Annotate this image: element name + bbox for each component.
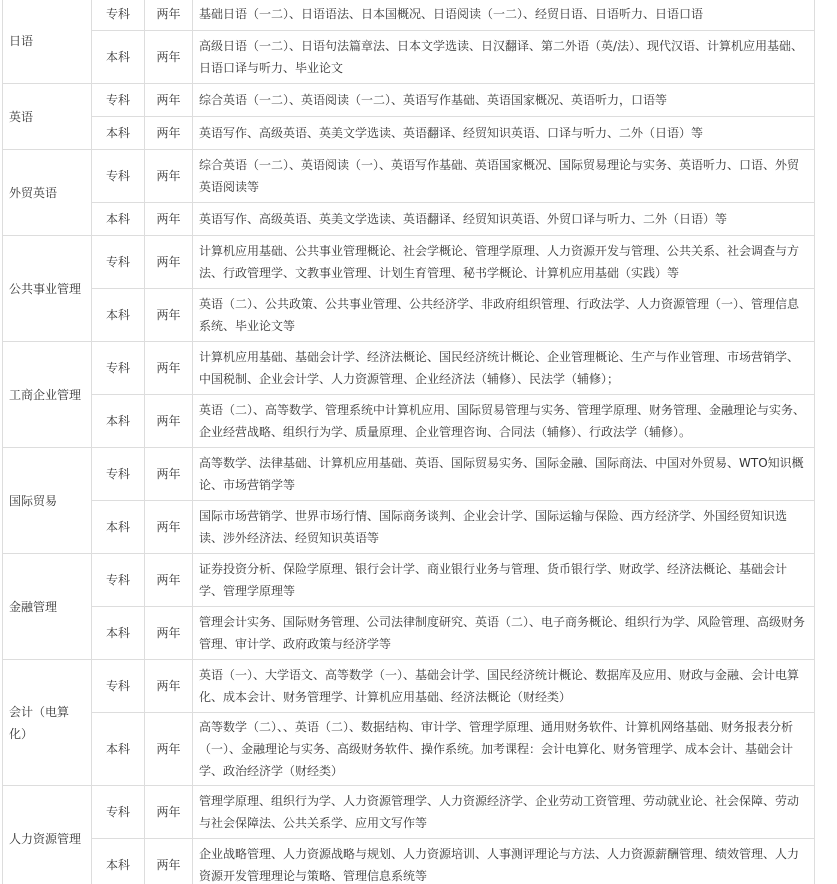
years-cell: 两年	[145, 395, 193, 448]
table-row	[3, 395, 815, 448]
major-name: 会计（电算化）	[3, 660, 92, 786]
table-row	[3, 236, 815, 289]
level-cell: 本科	[92, 713, 145, 786]
level-cell: 本科	[92, 839, 145, 884]
years-cell: 两年	[145, 786, 193, 839]
table-row	[3, 713, 815, 786]
table-row	[3, 554, 815, 607]
years-cell: 两年	[145, 84, 193, 117]
major-name: 人力资源管理	[3, 786, 92, 884]
level-cell: 专科	[92, 554, 145, 607]
major-name: 日语	[3, 0, 92, 84]
years-cell: 两年	[145, 150, 193, 203]
years-cell: 两年	[145, 342, 193, 395]
table-body	[3, 0, 815, 884]
courses-cell: 管理会计实务、国际财务管理、公司法律制度研究、英语（二）、电子商务概论、组织行为学、风险管理、高级财务管理、审计学、政府政策与经济学等	[193, 607, 815, 660]
years-cell: 两年	[145, 0, 193, 31]
table-row	[3, 203, 815, 236]
table-row	[3, 660, 815, 713]
level-cell: 专科	[92, 84, 145, 117]
years-cell: 两年	[145, 607, 193, 660]
years-cell: 两年	[145, 839, 193, 884]
courses-cell: 高级日语（一二）、日语句法篇章法、日本文学选读、日汉翻译、第二外语（英/法）、现代汉语、计算机应用基础、日语口译与听力、毕业论文	[193, 31, 815, 84]
courses-cell: 英语（二）、高等数学、管理系统中计算机应用、国际贸易管理与实务、管理学原理、财务管理、金融理论与实务、企业经营战略、组织行为学、质量原理、企业管理咨询、合同法（辅修）、行政法学（辅修）。	[193, 395, 815, 448]
level-cell: 专科	[92, 448, 145, 501]
major-name: 金融管理	[3, 554, 92, 660]
courses-cell: 英语（一）、大学语文、高等数学（一）、基础会计学、国民经济统计概论、数据库及应用、财政与金融、会计电算化、成本会计、财务管理学、计算机应用基础、经济法概论（财经类）	[193, 660, 815, 713]
table-row	[3, 448, 815, 501]
level-cell: 本科	[92, 395, 145, 448]
major-name: 国际贸易	[3, 448, 92, 554]
level-cell: 本科	[92, 607, 145, 660]
table-row	[3, 84, 815, 117]
level-cell: 专科	[92, 150, 145, 203]
major-course-table	[2, 0, 815, 884]
years-cell: 两年	[145, 501, 193, 554]
courses-cell: 国际市场营销学、世界市场行情、国际商务谈判、企业会计学、国际运输与保险、西方经济学、外国经贸知识选读、涉外经济法、经贸知识英语等	[193, 501, 815, 554]
level-cell: 本科	[92, 117, 145, 150]
courses-cell: 基础日语（一二）、日语语法、日本国概况、日语阅读（一二）、经贸日语、日语听力、日语口语	[193, 0, 815, 31]
years-cell: 两年	[145, 31, 193, 84]
courses-cell: 计算机应用基础、基础会计学、经济法概论、国民经济统计概论、企业管理概论、生产与作业管理、市场营销学、中国税制、企业会计学、人力资源管理、企业经济法（辅修）、民法学（辅修）；	[193, 342, 815, 395]
table-row	[3, 786, 815, 839]
courses-cell: 综合英语（一二）、英语阅读（一二）、英语写作基础、英语国家概况、英语听力，口语等	[193, 84, 815, 117]
major-name: 工商企业管理	[3, 342, 92, 448]
courses-cell: 计算机应用基础、公共事业管理概论、社会学概论、管理学原理、人力资源开发与管理、公共关系、社会调查与方法、行政管理学、文教事业管理、计划生育管理、秘书学概论、计算机应用基础（实践）等	[193, 236, 815, 289]
table-row	[3, 839, 815, 884]
years-cell: 两年	[145, 117, 193, 150]
level-cell: 本科	[92, 289, 145, 342]
level-cell: 专科	[92, 0, 145, 31]
level-cell: 本科	[92, 203, 145, 236]
years-cell: 两年	[145, 448, 193, 501]
courses-cell: 英语写作、高级英语、英美文学选读、英语翻译、经贸知识英语、外贸口译与听力、二外（日语）等	[193, 203, 815, 236]
courses-cell: 企业战略管理、人力资源战略与规划、人力资源培训、人事测评理论与方法、人力资源薪酬管理、绩效管理、人力资源开发管理理论与策略、管理信息系统等	[193, 839, 815, 884]
courses-cell: 证券投资分析、保险学原理、银行会计学、商业银行业务与管理、货币银行学、财政学、经济法概论、基础会计学、管理学原理等	[193, 554, 815, 607]
years-cell: 两年	[145, 554, 193, 607]
table-row	[3, 289, 815, 342]
courses-cell: 综合英语（一二）、英语阅读（一）、英语写作基础、英语国家概况、国际贸易理论与实务、英语听力、口语、外贸英语阅读等	[193, 150, 815, 203]
years-cell: 两年	[145, 203, 193, 236]
courses-cell: 英语（二）、公共政策、公共事业管理、公共经济学、非政府组织管理、行政法学、人力资源管理（一）、管理信息系统、毕业论文等	[193, 289, 815, 342]
table-row	[3, 0, 815, 31]
years-cell: 两年	[145, 236, 193, 289]
courses-cell: 英语写作、高级英语、英美文学选读、英语翻译、经贸知识英语、口译与听力、二外（日语）等	[193, 117, 815, 150]
table-row	[3, 117, 815, 150]
level-cell: 本科	[92, 31, 145, 84]
years-cell: 两年	[145, 713, 193, 786]
table-row	[3, 150, 815, 203]
table-row	[3, 607, 815, 660]
level-cell: 专科	[92, 786, 145, 839]
courses-cell: 管理学原理、组织行为学、人力资源管理学、人力资源经济学、企业劳动工资管理、劳动就业论、社会保障、劳动与社会保障法、公共关系学、应用文写作等	[193, 786, 815, 839]
years-cell: 两年	[145, 289, 193, 342]
table-row	[3, 501, 815, 554]
level-cell: 本科	[92, 501, 145, 554]
table-row	[3, 342, 815, 395]
major-name: 外贸英语	[3, 150, 92, 236]
level-cell: 专科	[92, 660, 145, 713]
table-row	[3, 31, 815, 84]
major-name: 英语	[3, 84, 92, 150]
level-cell: 专科	[92, 342, 145, 395]
courses-cell: 高等数学（二）、、英语（二）、数据结构、审计学、管理学原理、通用财务软件、计算机网络基础、财务报表分析（一）、金融理论与实务、高级财务软件、操作系统。加考课程：会计电算化、财务管理学、成本会计、基础会计学、政治经济学（财经类）	[193, 713, 815, 786]
major-name: 公共事业管理	[3, 236, 92, 342]
courses-cell: 高等数学、法律基础、计算机应用基础、英语、国际贸易实务、国际金融、国际商法、中国对外贸易、WTO知识概论、市场营销学等	[193, 448, 815, 501]
level-cell: 专科	[92, 236, 145, 289]
years-cell: 两年	[145, 660, 193, 713]
